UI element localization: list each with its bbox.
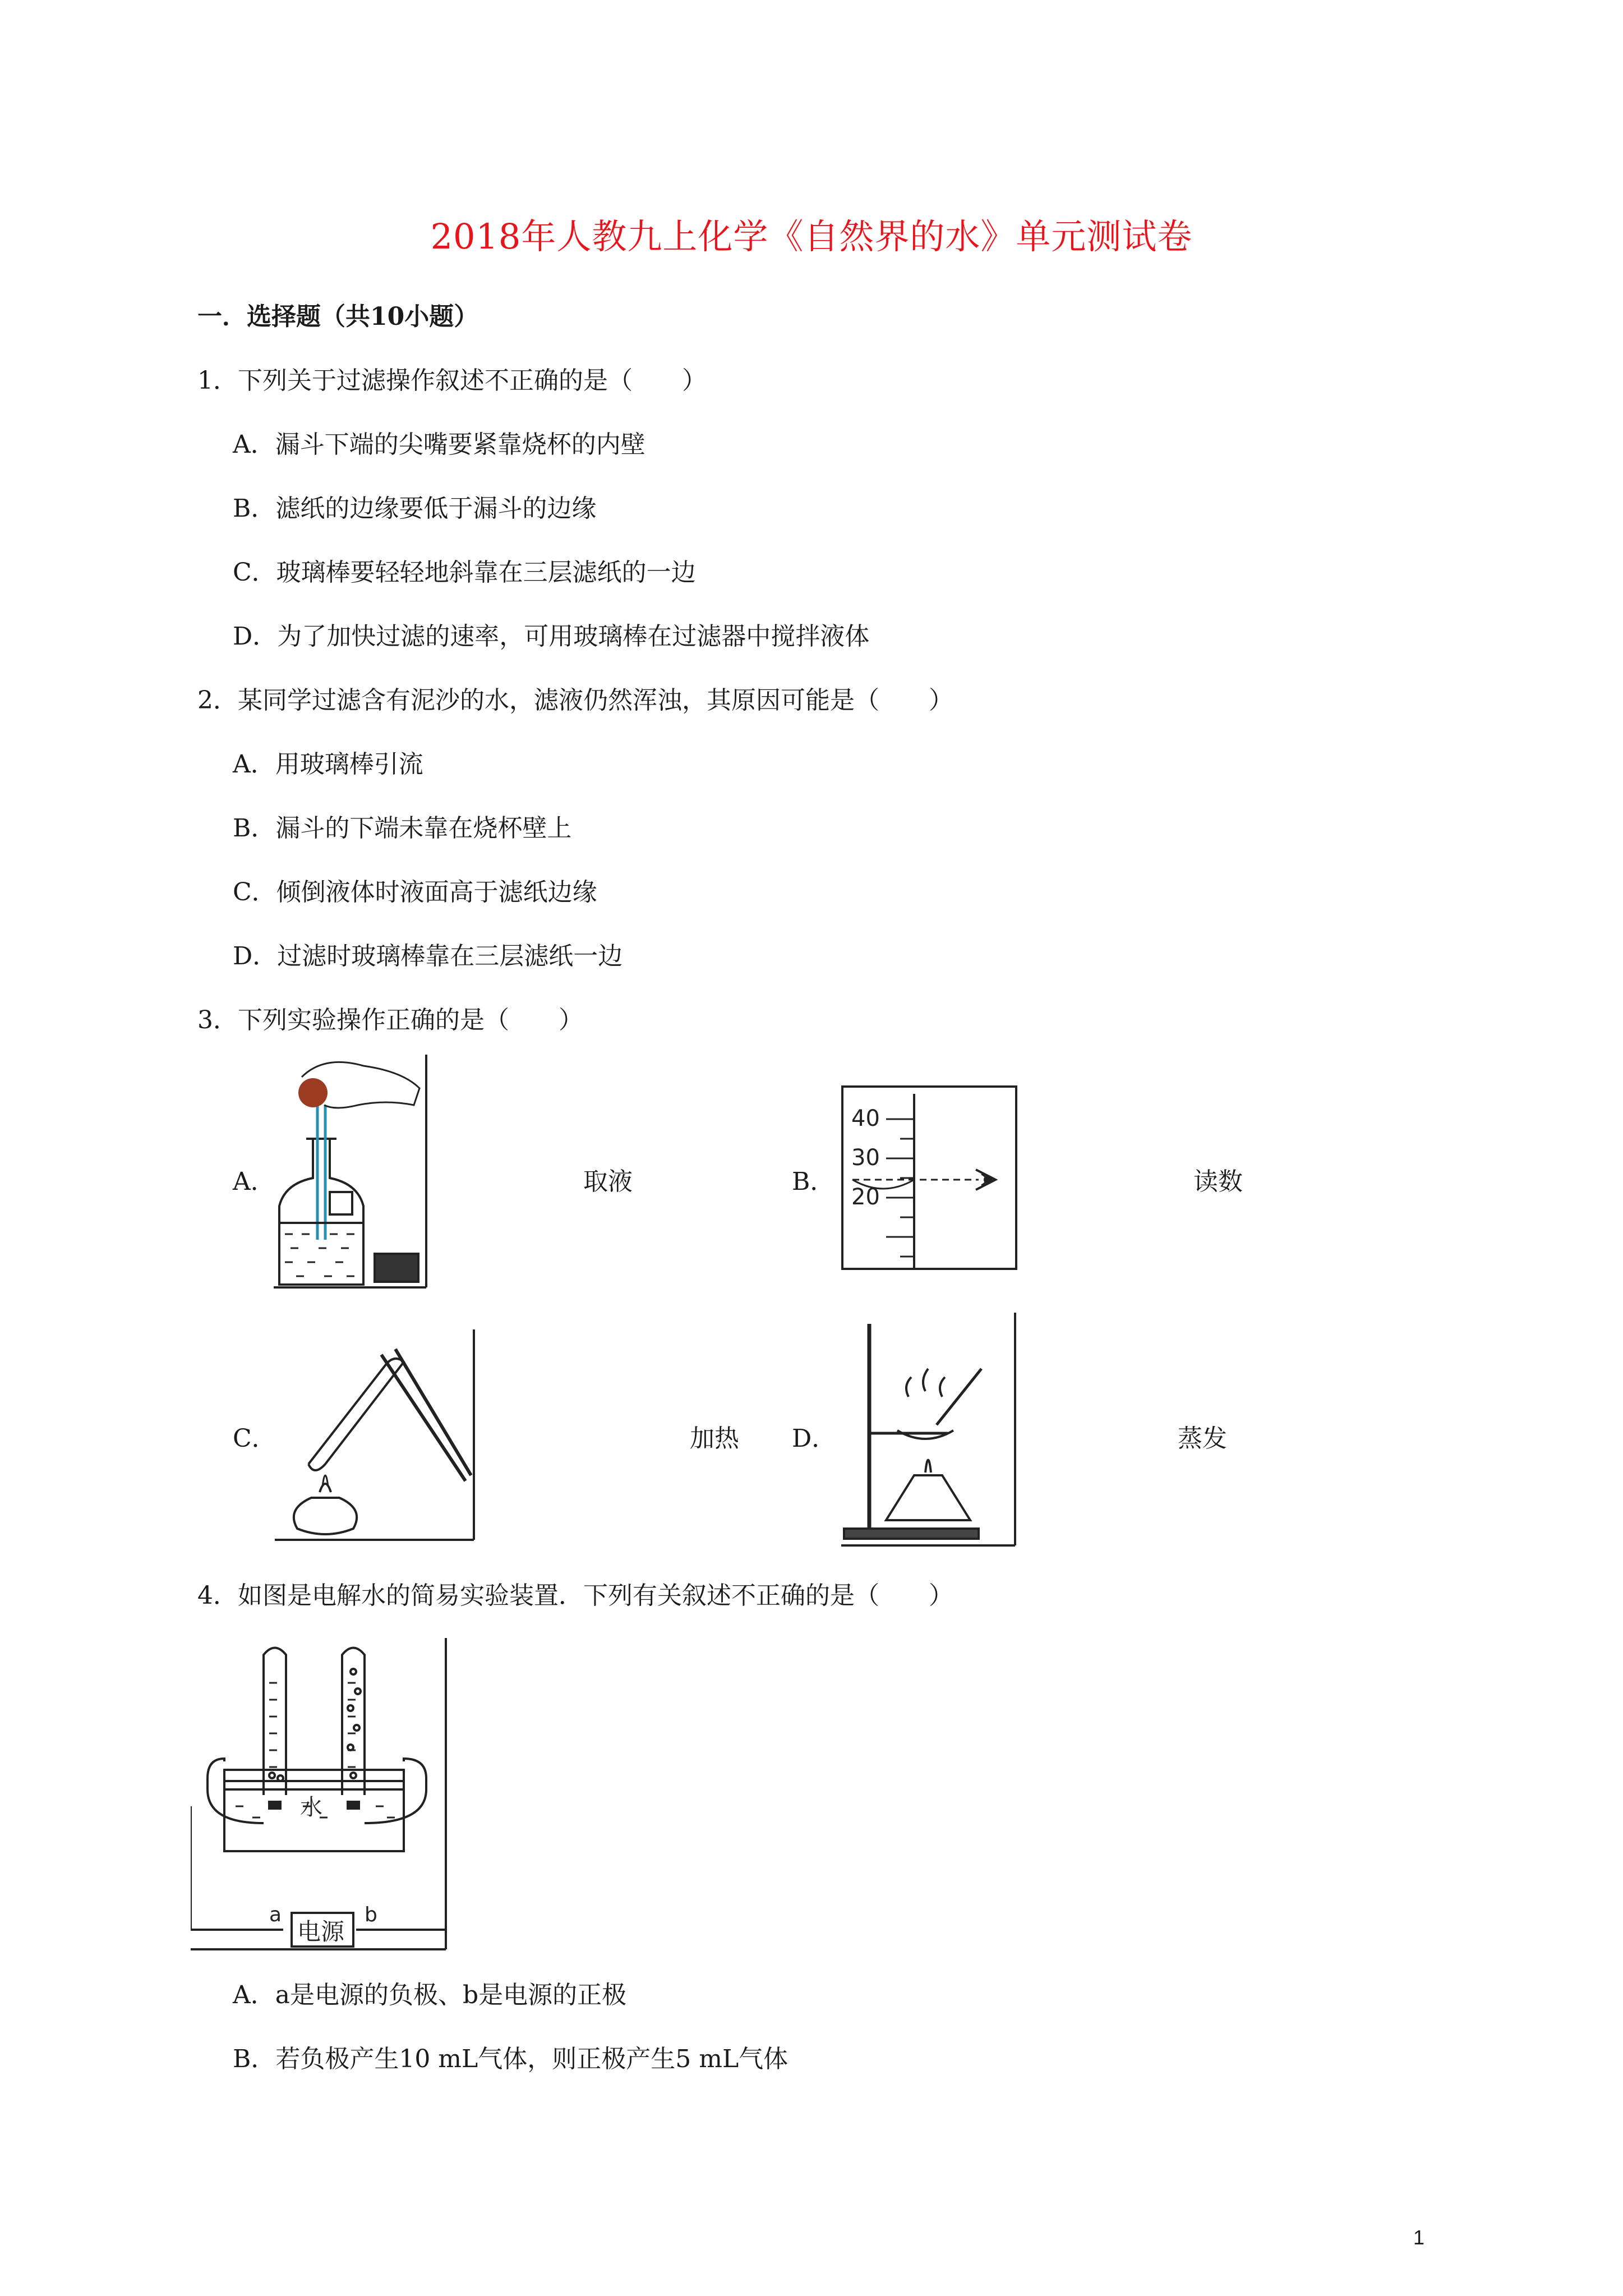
cylinder-tick-20: 20 [851,1184,880,1210]
question-3-option-b-caption: 读数 [1193,1167,1243,1196]
question-3-option-a-label: A． [233,1167,275,1196]
question-3-option-d-label: D． [792,1424,837,1453]
question-1-option-a: A．漏斗下端的尖嘴要紧靠烧杯的内壁 [233,430,645,459]
question-1-option-c: C．玻璃棒要轻轻地斜靠在三层滤纸的一边 [233,558,696,587]
page-number: 1 [1413,2226,1425,2249]
question-3-option-a-caption: 取液 [583,1167,633,1196]
question-1-stem: 1．下列关于过滤操作叙述不正确的是（ ） [197,366,707,395]
question-2-option-a: A．用玻璃棒引流 [233,750,423,779]
question-3-option-c-caption: 加热 [690,1424,739,1453]
question-2-option-c: C．倾倒液体时液面高于滤纸边缘 [233,878,597,907]
section-heading: 一．选择题（共10小题） [197,302,479,331]
question-2-option-d: D．过滤时玻璃棒靠在三层滤纸一边 [233,942,623,970]
question-3-option-b-label: B． [792,1167,835,1196]
power-label: 电源 [297,1918,345,1945]
question-4-option-a: A．a是电源的负极、b是电源的正极 [233,1981,627,2009]
dropper-bottle-figure [274,1055,431,1290]
electrode-b-label: b [365,1903,377,1926]
water-electrolysis-figure [191,1638,449,1952]
question-4-stem: 4．如图是电解水的简易实验装置．下列有关叙述不正确的是（ ） [197,1581,953,1610]
question-4-option-b: B．若负极产生10 mL气体，则正极产生5 mL气体 [233,2045,789,2073]
question-3-option-c-label: C． [233,1424,276,1453]
question-2-option-b: B．漏斗的下端未靠在烧杯壁上 [233,814,572,843]
question-3-option-d-caption: 蒸发 [1178,1424,1227,1453]
question-3-stem: 3．下列实验操作正确的是（ ） [197,1006,583,1034]
graduated-cylinder-figure [841,1085,1018,1271]
page-title: 2018年人教九上化学《自然界的水》单元测试卷 [430,216,1193,257]
cylinder-tick-40: 40 [851,1106,880,1131]
heating-test-tube-figure [275,1329,477,1543]
water-label: 水 [300,1795,322,1820]
cylinder-tick-30: 30 [851,1145,880,1171]
question-1-option-b: B．滤纸的边缘要低于漏斗的边缘 [233,494,597,523]
electrode-a-label: a [269,1903,282,1926]
evaporation-setup-figure [841,1313,1018,1548]
question-1-option-d: D．为了加快过滤的速率，可用玻璃棒在过滤器中搅拌液体 [233,622,870,651]
question-2-stem: 2．某同学过滤含有泥沙的水，滤液仍然浑浊，其原因可能是（ ） [197,686,953,715]
